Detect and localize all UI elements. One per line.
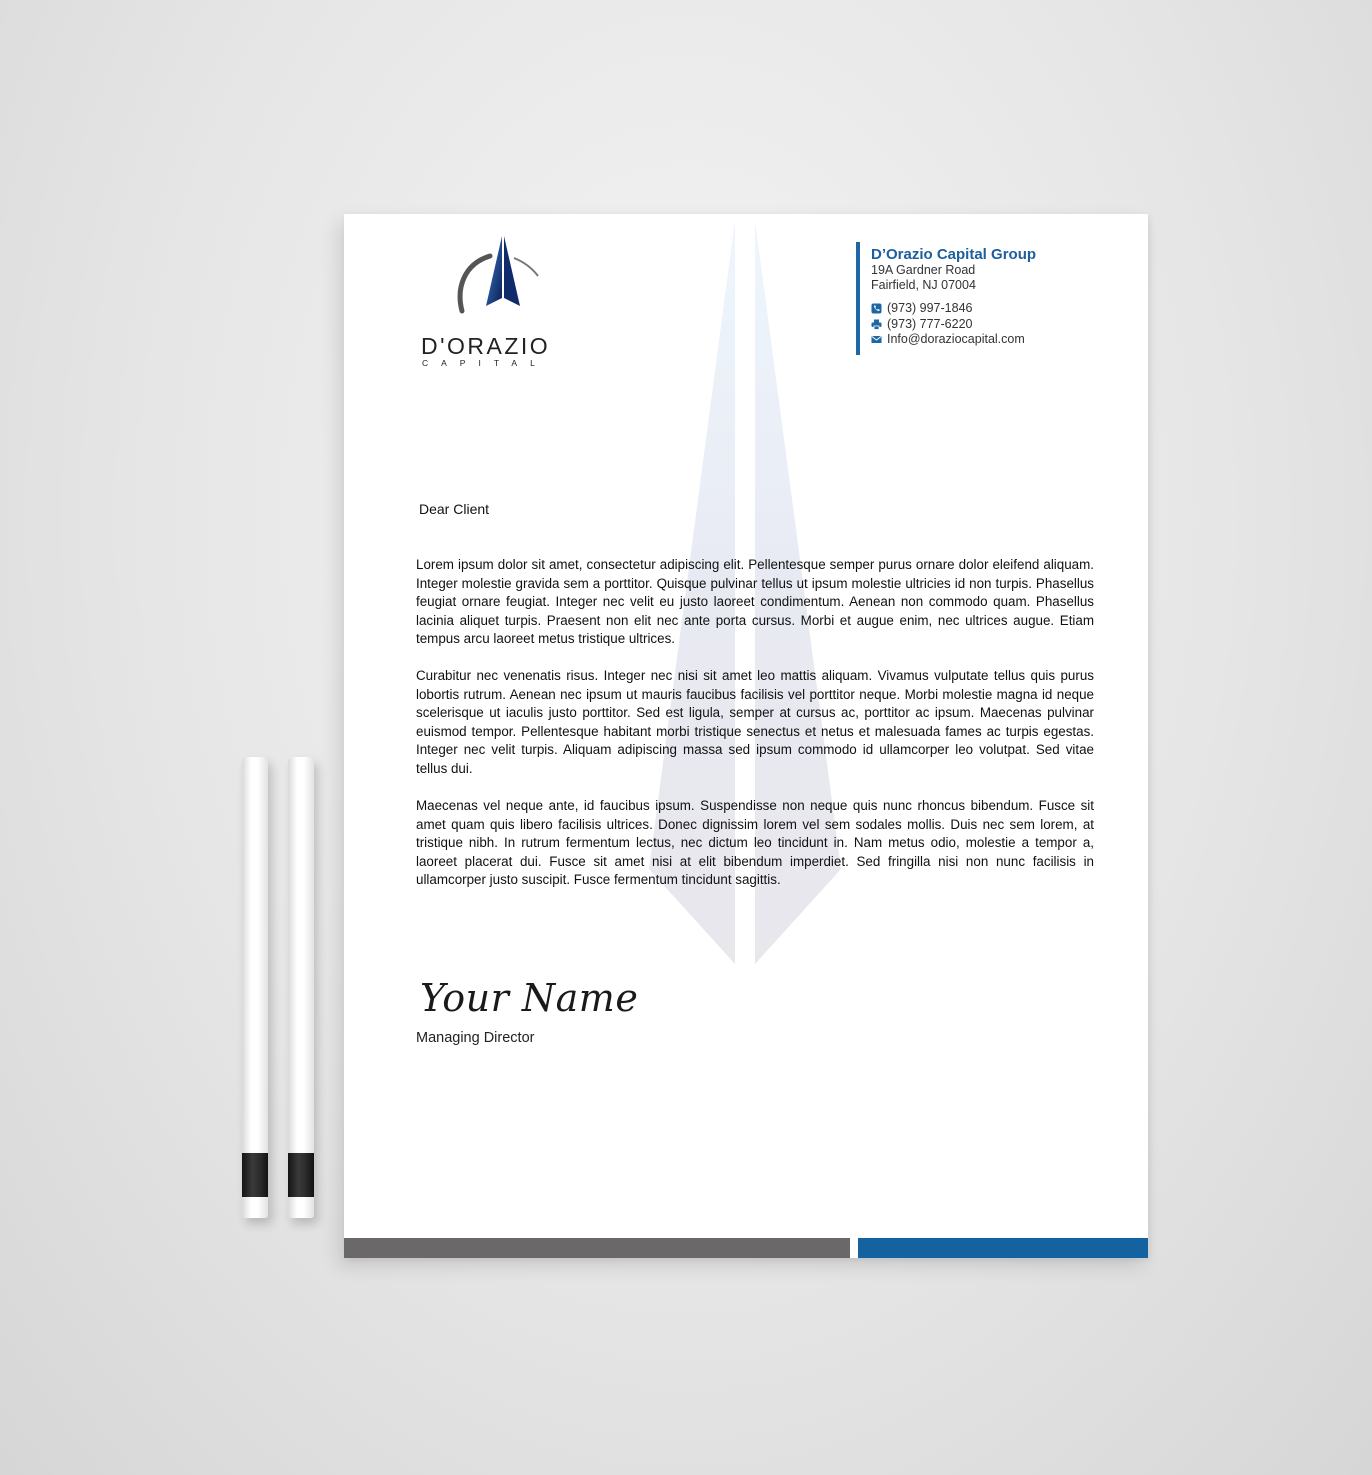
email-icon: [871, 334, 882, 345]
fax-line: [871, 317, 1036, 333]
phone-icon: [871, 303, 882, 314]
address-line-1: 19A Gardner Road: [871, 263, 976, 277]
contact-accent-bar: [856, 242, 860, 355]
letterhead-sheet: [344, 214, 1148, 1258]
letter-greeting: Dear Client: [419, 501, 490, 517]
contact-block: [871, 246, 1036, 348]
fax-number[interactable]: (973) 777-6220: [887, 316, 973, 331]
pen-band: [242, 1153, 268, 1197]
footer-blue-bar: [858, 1238, 1148, 1258]
letter-paragraph-1: Lorem ipsum dolor sit amet, consectetur adipiscing elit. Pellentesque semper purus ornare dolor eleifend aliquam. Integer molestie gravida sem a porttitor. Quisque pulvinar tellus ut ipsum molestie ultricies id non turpis. Phasellus feugiat ornare feugiat. Integer nec velit eu justo laoreet condimentum. Aenean non commodo quam. Phasellus lacinia aliquet turpis. Praesent non elit nec ante porta cursus. Morbi et augue enim, nec ultrices augue. Etiam tempus arcu laoreet metus tristique ultrices.: [416, 557, 1094, 647]
logo-tagline: CAPITAL: [422, 358, 548, 368]
email-address[interactable]: Info@doraziocapital.com: [887, 332, 1025, 346]
address-line-2: Fairfield, NJ 07004: [871, 278, 976, 292]
logo-wordmark: D'ORAZIO: [421, 333, 551, 359]
letter-paragraph-2: Curabitur nec venenatis risus. Integer nec nisi sit amet leo mattis aliquam. Vivamus vulputate tellus quis purus lobortis rutrum. Aenean nec ipsum ut mauris faucibus facilisis vel porttitor neque. Morbi molestie magna id neque scelerisque ut iaculis justo porttitor. Sed est ligula, semper at cursus ac, porttitor ac ipsum. Maecenas pulvinar euismod tempor. Pellentesque habitant morbi tristique senectus et netus et malesuada fames ac turpis egestas. Integer nec velit turpis. Aliquam adipiscing massa sed ipsum commodo id ullamcorper leo volutpat. Sed vitae tellus dui.: [416, 668, 1094, 776]
phone-number[interactable]: (973) 997-1846: [887, 301, 973, 315]
pen-left: [242, 757, 268, 1218]
phone-line: [871, 301, 1036, 317]
letter-paragraph-3: Maecenas vel neque ante, id faucibus ipsum. Suspendisse non neque quis nunc rhoncus bibendum. Fusce sit amet quam quis libero facilisis ultrices. Donec dignissim lorem vel sem sodales mollis. Duis nec sem lorem, at tristique nibh. In rutrum fermentum lectus, nec dictum leo tincidunt in. Nam metus odio, molestie a tempor a, laoreet placerat dui. Fusce sit amet nisi at elit bibendum imperdiet. Sed fringilla nisi non nunc facilisis in ullamcorper justo suscipit. Fusce fermentum tincidunt sagittis.: [416, 798, 1094, 888]
email-line: [871, 332, 1036, 348]
signature: Your Name: [420, 976, 639, 1020]
company-name: D’Orazio Capital Group: [871, 246, 1037, 263]
footer-gray-bar: [344, 1238, 850, 1258]
fax-icon: [871, 319, 882, 330]
pen-right: [288, 757, 314, 1218]
pen-band: [288, 1153, 314, 1197]
signer-title: Managing Director: [416, 1030, 535, 1046]
